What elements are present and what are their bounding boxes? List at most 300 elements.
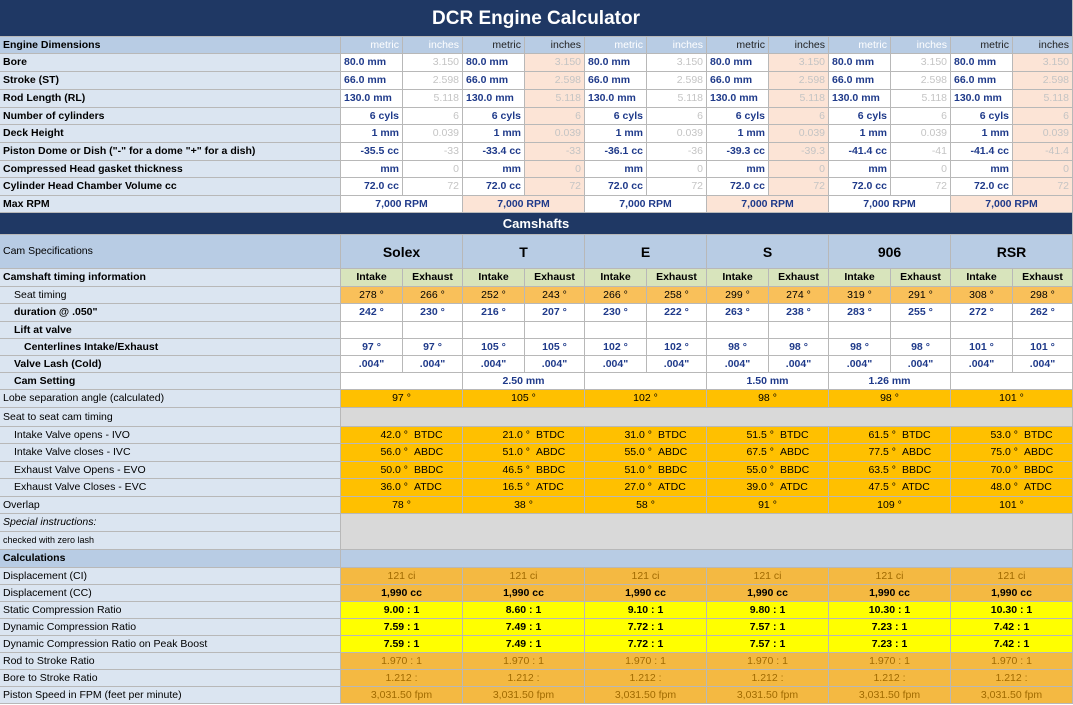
cam-4-seat_timing-intake[interactable]: 319 °	[829, 287, 891, 304]
calc-4-piston_speed: 3,031.50 fpm	[829, 687, 951, 704]
calc-2-bore_stroke: 1.212 :	[585, 670, 707, 687]
intake-header: Intake	[585, 269, 647, 287]
cam-5-setting[interactable]	[951, 373, 1073, 390]
cam-0-setting[interactable]	[341, 373, 463, 390]
camshafts-banner: Camshafts	[0, 213, 1073, 235]
exhaust-header: Exhaust	[1013, 269, 1073, 287]
inches-header: inches	[1013, 37, 1073, 54]
engine-3-stroke-metric[interactable]: 66.0 mm	[707, 72, 769, 90]
row-label-bore_stroke: Bore to Stroke Ratio	[0, 670, 341, 687]
engine-5-chamber-inches: 72	[1013, 178, 1073, 196]
engine-2-gasket-inches: 0	[647, 161, 707, 178]
cam-5-ivc: 75.0 °	[951, 444, 1021, 462]
cam-0-seat_timing-exhaust[interactable]: 266 °	[403, 287, 463, 304]
cam-2-setting[interactable]	[585, 373, 707, 390]
row-label-max-rpm: Max RPM	[0, 196, 341, 213]
engine-3-piston-inches: -39.3	[769, 143, 829, 161]
cam-2-centerlines-intake[interactable]: 102 °	[585, 339, 647, 356]
engine-0-chamber-metric[interactable]: 72.0 cc	[341, 178, 403, 196]
cam-1-setting[interactable]: 2.50 mm	[463, 373, 585, 390]
engine-3-chamber-metric[interactable]: 72.0 cc	[707, 178, 769, 196]
engine-5-piston-inches: -41.4	[1013, 143, 1073, 161]
engine-5-rod_length-inches: 5.118	[1013, 90, 1073, 108]
cam-1-ivc-ref: ABDC	[533, 444, 585, 462]
engine-4-stroke-inches: 2.598	[891, 72, 951, 90]
calc-0-piston_speed: 3,031.50 fpm	[341, 687, 463, 704]
cam-4-duration-exhaust[interactable]: 255 °	[891, 304, 951, 322]
special-instructions-label: Special instructions:	[0, 514, 341, 532]
engine-5-bore-inches: 3.150	[1013, 54, 1073, 72]
engine-4-deck-inches: 0.039	[891, 125, 951, 143]
engine-2-num_cyl-metric[interactable]: 6 cyls	[585, 108, 647, 125]
cam-name-4: 906	[829, 235, 951, 269]
engine-4-stroke-metric[interactable]: 66.0 mm	[829, 72, 891, 90]
cam-0-lift-exhaust[interactable]	[403, 322, 463, 339]
row-label-rod_length: Rod Length (RL)	[0, 90, 341, 108]
exhaust-header: Exhaust	[891, 269, 951, 287]
engine-0-bore-metric[interactable]: 80.0 mm	[341, 54, 403, 72]
special-instructions-field[interactable]	[341, 514, 1073, 550]
cam-3-ivo: 51.5 °	[707, 427, 777, 444]
cam-5-ivo: 53.0 °	[951, 427, 1021, 444]
intake-header: Intake	[829, 269, 891, 287]
engine-0-stroke-metric[interactable]: 66.0 mm	[341, 72, 403, 90]
engine-2-rod_length-metric[interactable]: 130.0 mm	[585, 90, 647, 108]
row-label-duration: duration @ .050"	[0, 304, 341, 322]
engine-4-num_cyl-metric[interactable]: 6 cyls	[829, 108, 891, 125]
inches-header: inches	[403, 37, 463, 54]
calc-1-scr: 8.60 : 1	[463, 602, 585, 619]
engine-1-gasket-metric[interactable]: mm	[463, 161, 525, 178]
cam-5-duration-exhaust[interactable]: 262 °	[1013, 304, 1073, 322]
cam-0-lift-intake[interactable]	[341, 322, 403, 339]
cam-3-ivo-ref: BTDC	[777, 427, 829, 444]
cam-2-duration-intake[interactable]: 230 °	[585, 304, 647, 322]
cam-4-lsa: 98 °	[829, 390, 951, 408]
row-label-bore: Bore	[0, 54, 341, 72]
metric-header: metric	[585, 37, 647, 54]
cam-2-evo-ref: BBDC	[655, 462, 707, 479]
cam-5-duration-intake[interactable]: 272 °	[951, 304, 1013, 322]
calc-3-disp_ci: 121 ci	[707, 568, 829, 585]
engine-1-stroke-inches: 2.598	[525, 72, 585, 90]
calc-5-piston_speed: 3,031.50 fpm	[951, 687, 1073, 704]
engine-2-deck-metric[interactable]: 1 mm	[585, 125, 647, 143]
engine-3-deck-metric[interactable]: 1 mm	[707, 125, 769, 143]
cam-5-lift-intake[interactable]	[951, 322, 1013, 339]
engine-4-num_cyl-inches: 6	[891, 108, 951, 125]
calc-2-dcr_boost: 7.72 : 1	[585, 636, 707, 653]
cam-4-lift-exhaust[interactable]	[891, 322, 951, 339]
cam-3-seat_timing-intake[interactable]: 299 °	[707, 287, 769, 304]
engine-0-num_cyl-inches: 6	[403, 108, 463, 125]
cam-4-centerlines-exhaust[interactable]: 98 °	[891, 339, 951, 356]
row-label-rod_stroke: Rod to Stroke Ratio	[0, 653, 341, 670]
metric-header: metric	[463, 37, 525, 54]
row-label-valve_lash: Valve Lash (Cold)	[0, 356, 341, 373]
cam-1-evo-ref: BBDC	[533, 462, 585, 479]
cam-3-seat_timing-exhaust[interactable]: 274 °	[769, 287, 829, 304]
cam-2-valve_lash-exhaust[interactable]: .004"	[647, 356, 707, 373]
cam-0-centerlines-intake[interactable]: 97 °	[341, 339, 403, 356]
cam-3-lsa: 98 °	[707, 390, 829, 408]
cam-2-evo: 51.0 °	[585, 462, 655, 479]
cam-4-lift-intake[interactable]	[829, 322, 891, 339]
cam-3-duration-exhaust[interactable]: 238 °	[769, 304, 829, 322]
cam-2-evc-ref: ATDC	[655, 479, 707, 497]
engine-0-piston-metric[interactable]: -35.5 cc	[341, 143, 403, 161]
calc-5-scr: 10.30 : 1	[951, 602, 1073, 619]
metric-header: metric	[951, 37, 1013, 54]
cam-0-evo: 50.0 °	[341, 462, 411, 479]
calc-4-bore_stroke: 1.212 :	[829, 670, 951, 687]
calc-0-bore_stroke: 1.212 :	[341, 670, 463, 687]
cam-1-evo: 46.5 °	[463, 462, 533, 479]
engine-2-deck-inches: 0.039	[647, 125, 707, 143]
engine-0-gasket-inches: 0	[403, 161, 463, 178]
cam-5-seat_timing-intake[interactable]: 308 °	[951, 287, 1013, 304]
engine-4-deck-metric[interactable]: 1 mm	[829, 125, 891, 143]
calc-1-rod_stroke: 1.970 : 1	[463, 653, 585, 670]
engine-0-rod_length-metric[interactable]: 130.0 mm	[341, 90, 403, 108]
metric-header: metric	[341, 37, 403, 54]
cam-4-evc-ref: ATDC	[899, 479, 951, 497]
cam-3-lift-intake[interactable]	[707, 322, 769, 339]
row-label-seat-to-seat: Seat to seat cam timing	[0, 408, 341, 427]
row-label-piston: Piston Dome or Dish ("-" for a dome "+" for a dish)	[0, 143, 341, 161]
engine-1-stroke-metric[interactable]: 66.0 mm	[463, 72, 525, 90]
row-label-evo: Exhaust Valve Opens - EVO	[0, 462, 341, 479]
cam-1-centerlines-exhaust[interactable]: 105 °	[525, 339, 585, 356]
row-label-num_cyl: Number of cylinders	[0, 108, 341, 125]
cam-2-lift-exhaust[interactable]	[647, 322, 707, 339]
engine-4-max-rpm[interactable]: 7,000 RPM	[829, 196, 951, 213]
intake-header: Intake	[707, 269, 769, 287]
engine-3-num_cyl-inches: 6	[769, 108, 829, 125]
engine-5-deck-metric[interactable]: 1 mm	[951, 125, 1013, 143]
cam-0-ivo: 42.0 °	[341, 427, 411, 444]
calc-4-scr: 10.30 : 1	[829, 602, 951, 619]
cam-0-evc-ref: ATDC	[411, 479, 463, 497]
engine-0-gasket-metric[interactable]: mm	[341, 161, 403, 178]
engine-0-num_cyl-metric[interactable]: 6 cyls	[341, 108, 403, 125]
calculations-header-fill	[341, 550, 1073, 568]
cam-3-duration-intake[interactable]: 263 °	[707, 304, 769, 322]
engine-5-piston-metric[interactable]: -41.4 cc	[951, 143, 1013, 161]
cam-5-valve_lash-intake[interactable]: .004"	[951, 356, 1013, 373]
cam-2-evc: 27.0 °	[585, 479, 655, 497]
calc-0-dcr: 7.59 : 1	[341, 619, 463, 636]
cam-1-lift-intake[interactable]	[463, 322, 525, 339]
cam-3-lift-exhaust[interactable]	[769, 322, 829, 339]
engine-2-rod_length-inches: 5.118	[647, 90, 707, 108]
cam-1-seat_timing-intake[interactable]: 252 °	[463, 287, 525, 304]
cam-1-valve_lash-intake[interactable]: .004"	[463, 356, 525, 373]
cam-4-evo: 63.5 °	[829, 462, 899, 479]
cam-4-overlap: 109 °	[829, 497, 951, 514]
row-label-evc: Exhaust Valve Closes - EVC	[0, 479, 341, 497]
engine-2-chamber-metric[interactable]: 72.0 cc	[585, 178, 647, 196]
cam-2-ivc-ref: ABDC	[655, 444, 707, 462]
engine-3-rod_length-inches: 5.118	[769, 90, 829, 108]
engine-5-stroke-metric[interactable]: 66.0 mm	[951, 72, 1013, 90]
cam-5-evo: 70.0 °	[951, 462, 1021, 479]
cam-0-ivc-ref: ABDC	[411, 444, 463, 462]
inches-header: inches	[647, 37, 707, 54]
calc-3-scr: 9.80 : 1	[707, 602, 829, 619]
engine-5-stroke-inches: 2.598	[1013, 72, 1073, 90]
calc-0-rod_stroke: 1.970 : 1	[341, 653, 463, 670]
cam-3-evo-ref: BBDC	[777, 462, 829, 479]
calc-1-disp_cc: 1,990 cc	[463, 585, 585, 602]
engine-2-chamber-inches: 72	[647, 178, 707, 196]
calc-4-dcr_boost: 7.23 : 1	[829, 636, 951, 653]
engine-0-rod_length-inches: 5.118	[403, 90, 463, 108]
engine-0-deck-inches: 0.039	[403, 125, 463, 143]
calc-0-scr: 9.00 : 1	[341, 602, 463, 619]
engine-3-num_cyl-metric[interactable]: 6 cyls	[707, 108, 769, 125]
cam-1-seat_timing-exhaust[interactable]: 243 °	[525, 287, 585, 304]
calc-4-disp_ci: 121 ci	[829, 568, 951, 585]
cam-2-centerlines-exhaust[interactable]: 102 °	[647, 339, 707, 356]
engine-1-chamber-inches: 72	[525, 178, 585, 196]
row-label-ivc: Intake Valve closes - IVC	[0, 444, 341, 462]
engine-1-piston-inches: -33	[525, 143, 585, 161]
calc-2-disp_cc: 1,990 cc	[585, 585, 707, 602]
calc-1-dcr: 7.49 : 1	[463, 619, 585, 636]
cam-name-1: T	[463, 235, 585, 269]
engine-5-chamber-metric[interactable]: 72.0 cc	[951, 178, 1013, 196]
engine-1-rod_length-metric[interactable]: 130.0 mm	[463, 90, 525, 108]
row-label-ivo: Intake Valve opens - IVO	[0, 427, 341, 444]
engine-3-stroke-inches: 2.598	[769, 72, 829, 90]
engine-1-rod_length-inches: 5.118	[525, 90, 585, 108]
cam-2-duration-exhaust[interactable]: 222 °	[647, 304, 707, 322]
calc-5-disp_cc: 1,990 cc	[951, 585, 1073, 602]
calculator-title: DCR Engine Calculator	[0, 0, 1073, 37]
cam-4-ivc: 77.5 °	[829, 444, 899, 462]
row-label-disp_cc: Displacement (CC)	[0, 585, 341, 602]
engine-3-gasket-inches: 0	[769, 161, 829, 178]
engine-2-stroke-inches: 2.598	[647, 72, 707, 90]
cam-2-overlap: 58 °	[585, 497, 707, 514]
engine-2-max-rpm[interactable]: 7,000 RPM	[585, 196, 707, 213]
row-label-centerlines: Centerlines Intake/Exhaust	[0, 339, 341, 356]
cam-2-lift-intake[interactable]	[585, 322, 647, 339]
cam-4-ivc-ref: ABDC	[899, 444, 951, 462]
engine-5-bore-metric[interactable]: 80.0 mm	[951, 54, 1013, 72]
cam-0-evo-ref: BBDC	[411, 462, 463, 479]
cam-2-seat_timing-intake[interactable]: 266 °	[585, 287, 647, 304]
inches-header: inches	[769, 37, 829, 54]
cam-1-evc: 16.5 °	[463, 479, 533, 497]
cam-1-valve_lash-exhaust[interactable]: .004"	[525, 356, 585, 373]
engine-5-num_cyl-metric[interactable]: 6 cyls	[951, 108, 1013, 125]
cam-4-valve_lash-exhaust[interactable]: .004"	[891, 356, 951, 373]
cam-3-setting[interactable]: 1.50 mm	[707, 373, 829, 390]
cam-name-2: E	[585, 235, 707, 269]
exhaust-header: Exhaust	[769, 269, 829, 287]
calc-5-dcr: 7.42 : 1	[951, 619, 1073, 636]
cam-0-valve_lash-intake[interactable]: .004"	[341, 356, 403, 373]
engine-2-stroke-metric[interactable]: 66.0 mm	[585, 72, 647, 90]
engine-4-piston-metric[interactable]: -41.4 cc	[829, 143, 891, 161]
cam-4-centerlines-intake[interactable]: 98 °	[829, 339, 891, 356]
cam-3-valve_lash-exhaust[interactable]: .004"	[769, 356, 829, 373]
cam-1-ivo: 21.0 °	[463, 427, 533, 444]
engine-5-deck-inches: 0.039	[1013, 125, 1073, 143]
engine-5-max-rpm[interactable]: 7,000 RPM	[951, 196, 1073, 213]
engine-3-deck-inches: 0.039	[769, 125, 829, 143]
cam-4-seat_timing-exhaust[interactable]: 291 °	[891, 287, 951, 304]
cam-3-centerlines-intake[interactable]: 98 °	[707, 339, 769, 356]
timing-info-label: Camshaft timing information	[0, 269, 341, 287]
cam-1-ivc: 51.0 °	[463, 444, 533, 462]
cam-1-lift-exhaust[interactable]	[525, 322, 585, 339]
engine-4-rod_length-metric[interactable]: 130.0 mm	[829, 90, 891, 108]
cam-3-valve_lash-intake[interactable]: .004"	[707, 356, 769, 373]
engine-4-gasket-metric[interactable]: mm	[829, 161, 891, 178]
engine-4-bore-metric[interactable]: 80.0 mm	[829, 54, 891, 72]
cam-5-evo-ref: BBDC	[1021, 462, 1073, 479]
row-label-seat_timing: Seat timing	[0, 287, 341, 304]
cam-5-centerlines-exhaust[interactable]: 101 °	[1013, 339, 1073, 356]
cam-0-lsa: 97 °	[341, 390, 463, 408]
calc-4-rod_stroke: 1.970 : 1	[829, 653, 951, 670]
engine-3-max-rpm[interactable]: 7,000 RPM	[707, 196, 829, 213]
engine-0-deck-metric[interactable]: 1 mm	[341, 125, 403, 143]
cam-2-lsa: 102 °	[585, 390, 707, 408]
cam-0-seat_timing-intake[interactable]: 278 °	[341, 287, 403, 304]
calc-1-piston_speed: 3,031.50 fpm	[463, 687, 585, 704]
intake-header: Intake	[341, 269, 403, 287]
cam-0-duration-intake[interactable]: 242 °	[341, 304, 403, 322]
engine-1-num_cyl-metric[interactable]: 6 cyls	[463, 108, 525, 125]
cam-5-centerlines-intake[interactable]: 101 °	[951, 339, 1013, 356]
cam-2-ivo: 31.0 °	[585, 427, 655, 444]
row-label-dcr_boost: Dynamic Compression Ratio on Peak Boost	[0, 636, 341, 653]
cam-4-setting[interactable]: 1.26 mm	[829, 373, 951, 390]
cam-name-3: S	[707, 235, 829, 269]
cam-1-lsa: 105 °	[463, 390, 585, 408]
engine-5-rod_length-metric[interactable]: 130.0 mm	[951, 90, 1013, 108]
cam-2-ivc: 55.0 °	[585, 444, 655, 462]
engine-1-bore-metric[interactable]: 80.0 mm	[463, 54, 525, 72]
cam-name-5: RSR	[951, 235, 1073, 269]
cam-5-ivo-ref: BTDC	[1021, 427, 1073, 444]
cam-1-ivo-ref: BTDC	[533, 427, 585, 444]
cam-3-ivc-ref: ABDC	[777, 444, 829, 462]
calc-2-disp_ci: 121 ci	[585, 568, 707, 585]
engine-dimensions-header: Engine Dimensions	[0, 37, 341, 54]
engine-3-gasket-metric[interactable]: mm	[707, 161, 769, 178]
engine-1-deck-metric[interactable]: 1 mm	[463, 125, 525, 143]
calc-3-piston_speed: 3,031.50 fpm	[707, 687, 829, 704]
engine-3-chamber-inches: 72	[769, 178, 829, 196]
seat-to-seat-blank	[341, 408, 1073, 427]
engine-2-num_cyl-inches: 6	[647, 108, 707, 125]
cam-5-lift-exhaust[interactable]	[1013, 322, 1073, 339]
cam-1-duration-exhaust[interactable]: 207 °	[525, 304, 585, 322]
cam-2-ivo-ref: BTDC	[655, 427, 707, 444]
engine-1-chamber-metric[interactable]: 72.0 cc	[463, 178, 525, 196]
cam-0-valve_lash-exhaust[interactable]: .004"	[403, 356, 463, 373]
calc-5-bore_stroke: 1.212 :	[951, 670, 1073, 687]
cam-0-centerlines-exhaust[interactable]: 97 °	[403, 339, 463, 356]
engine-1-max-rpm[interactable]: 7,000 RPM	[463, 196, 585, 213]
cam-5-overlap: 101 °	[951, 497, 1073, 514]
engine-1-piston-metric[interactable]: -33.4 cc	[463, 143, 525, 161]
engine-3-piston-metric[interactable]: -39.3 cc	[707, 143, 769, 161]
engine-1-num_cyl-inches: 6	[525, 108, 585, 125]
engine-2-piston-inches: -36	[647, 143, 707, 161]
engine-0-piston-inches: -33	[403, 143, 463, 161]
exhaust-header: Exhaust	[647, 269, 707, 287]
cam-2-valve_lash-intake[interactable]: .004"	[585, 356, 647, 373]
cam-3-evc-ref: ATDC	[777, 479, 829, 497]
row-label-scr: Static Compression Ratio	[0, 602, 341, 619]
engine-4-chamber-inches: 72	[891, 178, 951, 196]
engine-2-bore-metric[interactable]: 80.0 mm	[585, 54, 647, 72]
cam-4-ivo: 61.5 °	[829, 427, 899, 444]
engine-3-rod_length-metric[interactable]: 130.0 mm	[707, 90, 769, 108]
engine-5-gasket-inches: 0	[1013, 161, 1073, 178]
calc-4-disp_cc: 1,990 cc	[829, 585, 951, 602]
cam-0-evc: 36.0 °	[341, 479, 411, 497]
engine-2-gasket-metric[interactable]: mm	[585, 161, 647, 178]
engine-5-num_cyl-inches: 6	[1013, 108, 1073, 125]
cam-1-centerlines-intake[interactable]: 105 °	[463, 339, 525, 356]
engine-4-chamber-metric[interactable]: 72.0 cc	[829, 178, 891, 196]
calc-3-bore_stroke: 1.212 :	[707, 670, 829, 687]
calc-0-dcr_boost: 7.59 : 1	[341, 636, 463, 653]
cam-3-ivc: 67.5 °	[707, 444, 777, 462]
cam-5-seat_timing-exhaust[interactable]: 298 °	[1013, 287, 1073, 304]
engine-0-max-rpm[interactable]: 7,000 RPM	[341, 196, 463, 213]
engine-0-bore-inches: 3.150	[403, 54, 463, 72]
engine-5-gasket-metric[interactable]: mm	[951, 161, 1013, 178]
calc-2-dcr: 7.72 : 1	[585, 619, 707, 636]
cam-3-centerlines-exhaust[interactable]: 98 °	[769, 339, 829, 356]
calc-2-rod_stroke: 1.970 : 1	[585, 653, 707, 670]
engine-2-piston-metric[interactable]: -36.1 cc	[585, 143, 647, 161]
engine-2-bore-inches: 3.150	[647, 54, 707, 72]
calculations-header: Calculations	[0, 550, 341, 568]
calc-5-dcr_boost: 7.42 : 1	[951, 636, 1073, 653]
row-label-gasket: Compressed Head gasket thickness	[0, 161, 341, 178]
row-label-deck: Deck Height	[0, 125, 341, 143]
row-label-disp_ci: Displacement (CI)	[0, 568, 341, 585]
calc-3-dcr: 7.57 : 1	[707, 619, 829, 636]
cam-0-duration-exhaust[interactable]: 230 °	[403, 304, 463, 322]
cam-3-evo: 55.0 °	[707, 462, 777, 479]
row-label-cam-setting: Cam Setting	[0, 373, 341, 390]
metric-header: metric	[707, 37, 769, 54]
cam-5-valve_lash-exhaust[interactable]: .004"	[1013, 356, 1073, 373]
inches-header: inches	[525, 37, 585, 54]
engine-3-bore-metric[interactable]: 80.0 mm	[707, 54, 769, 72]
cam-1-duration-intake[interactable]: 216 °	[463, 304, 525, 322]
cam-4-duration-intake[interactable]: 283 °	[829, 304, 891, 322]
cam-4-evc: 47.5 °	[829, 479, 899, 497]
row-label-lift: Lift at valve	[0, 322, 341, 339]
engine-4-gasket-inches: 0	[891, 161, 951, 178]
cam-5-ivc-ref: ABDC	[1021, 444, 1073, 462]
cam-4-valve_lash-intake[interactable]: .004"	[829, 356, 891, 373]
calc-2-scr: 9.10 : 1	[585, 602, 707, 619]
calc-5-disp_ci: 121 ci	[951, 568, 1073, 585]
cam-2-seat_timing-exhaust[interactable]: 258 °	[647, 287, 707, 304]
